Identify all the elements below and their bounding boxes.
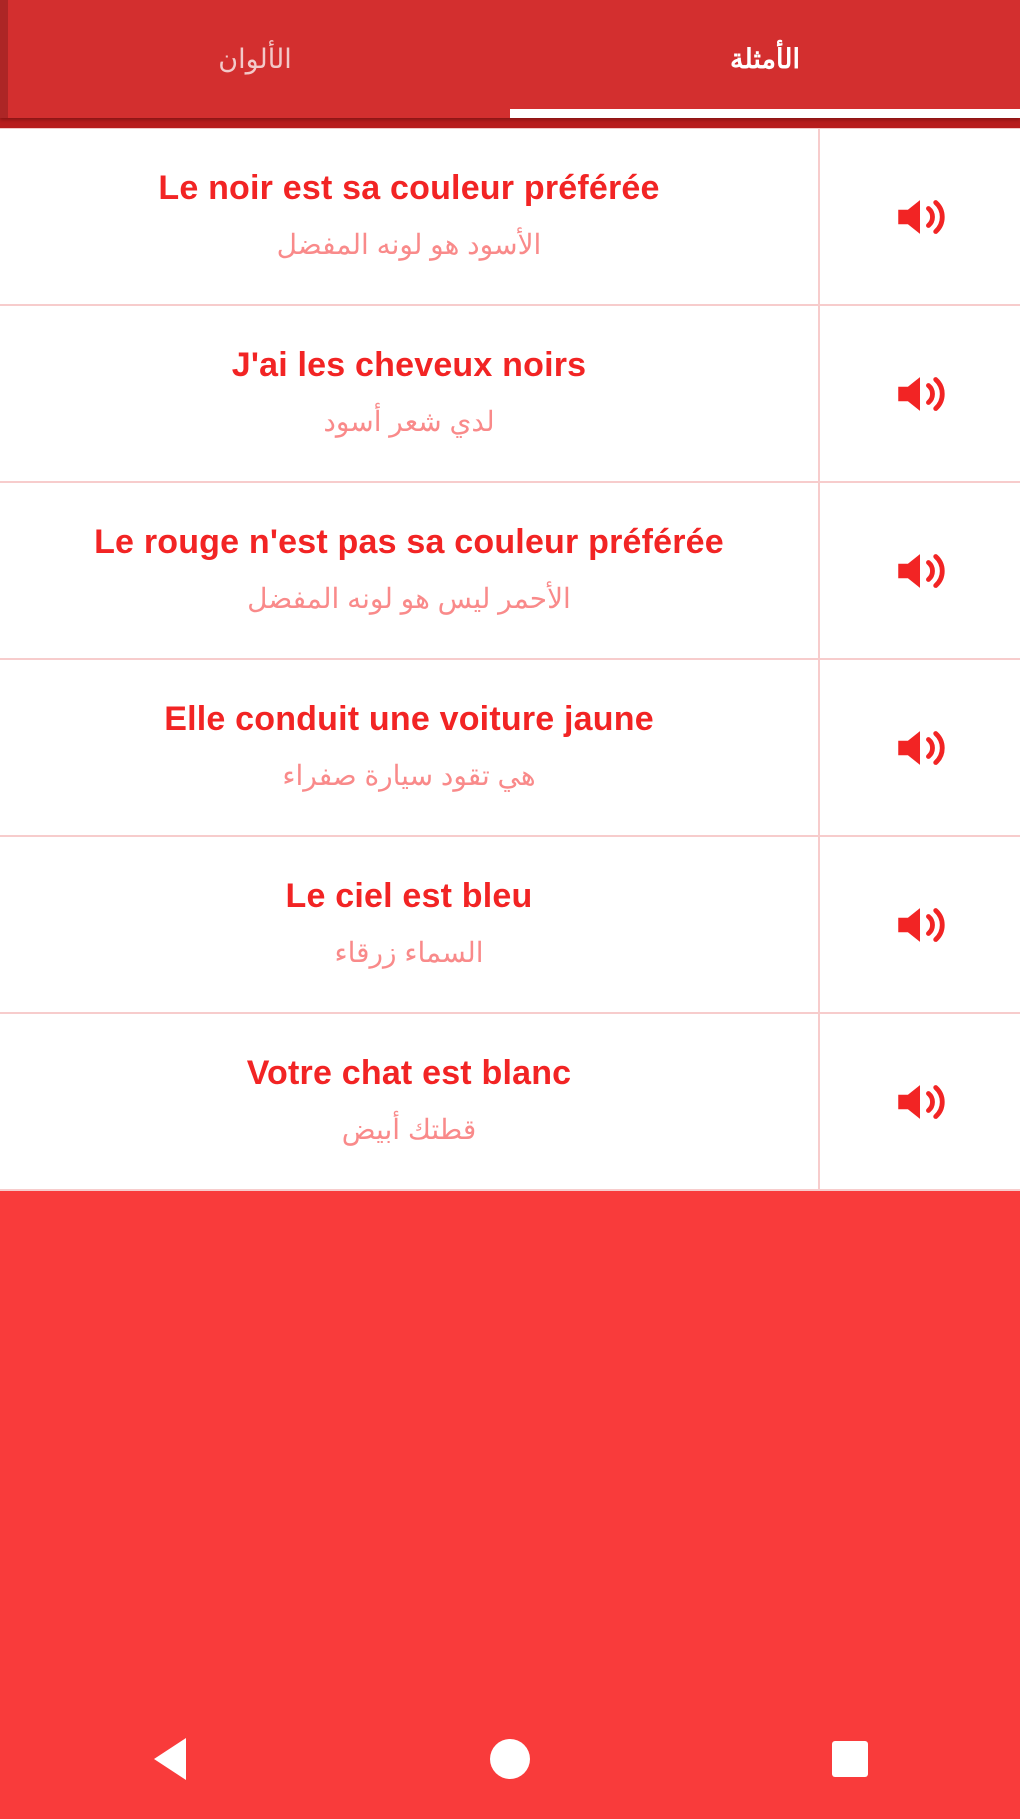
play-audio-button[interactable] (818, 483, 1020, 658)
empty-area (0, 1191, 1020, 1699)
tab-active-indicator (510, 109, 1020, 118)
phrase-arabic: هي تقود سيارة صفراء (282, 759, 536, 791)
tab-examples-label: الأمثلة (730, 43, 800, 74)
speaker-icon (891, 542, 949, 600)
phrase-french: Votre chat est blanc (246, 1054, 572, 1093)
phrase-french: Le ciel est bleu (285, 877, 533, 916)
phrase-arabic: الأحمر ليس هو لونه المفضل (247, 582, 571, 614)
phrase-arabic: لدي شعر أسود (323, 405, 495, 437)
tab-colors[interactable] (0, 0, 510, 118)
list-item-text (0, 1014, 818, 1189)
recent-square-icon (832, 1741, 868, 1777)
list-item[interactable] (0, 660, 1020, 837)
list-item-text (0, 483, 818, 658)
list-item[interactable] (0, 483, 1020, 660)
play-audio-button[interactable] (818, 306, 1020, 481)
phrase-arabic: السماء زرقاء (334, 936, 484, 968)
nav-recent-button[interactable] (790, 1699, 910, 1819)
home-circle-icon (490, 1739, 530, 1779)
phrase-arabic: الأسود هو لونه المفضل (276, 228, 542, 260)
play-audio-button[interactable] (818, 1014, 1020, 1189)
phrase-list (0, 128, 1020, 1191)
speaker-icon (891, 896, 949, 954)
phrase-french: Le noir est sa couleur préférée (158, 169, 660, 208)
phrase-french: Le rouge n'est pas sa couleur préférée (94, 523, 724, 562)
nav-back-button[interactable] (110, 1699, 230, 1819)
play-audio-button[interactable] (818, 129, 1020, 304)
list-item[interactable] (0, 1014, 1020, 1191)
tab-bar (0, 0, 1020, 118)
speaker-icon (891, 188, 949, 246)
list-item-text (0, 306, 818, 481)
list-item-text (0, 660, 818, 835)
list-item-text (0, 129, 818, 304)
nav-home-button[interactable] (450, 1699, 570, 1819)
android-nav-bar (0, 1699, 1020, 1819)
tab-colors-label: الألوان (218, 43, 292, 74)
phrase-french: J'ai les cheveux noirs (231, 346, 587, 385)
speaker-icon (891, 719, 949, 777)
phrase-arabic: قطتك أبيض (341, 1113, 477, 1145)
list-item[interactable] (0, 306, 1020, 483)
tabbar-shadow (0, 118, 1020, 128)
speaker-icon (891, 1073, 949, 1131)
back-triangle-icon (154, 1738, 186, 1780)
tab-examples[interactable] (510, 0, 1020, 118)
list-item-text (0, 837, 818, 1012)
speaker-icon (891, 365, 949, 423)
play-audio-button[interactable] (818, 660, 1020, 835)
play-audio-button[interactable] (818, 837, 1020, 1012)
phrase-french: Elle conduit une voiture jaune (164, 700, 654, 739)
list-item[interactable] (0, 129, 1020, 306)
list-item[interactable] (0, 837, 1020, 1014)
